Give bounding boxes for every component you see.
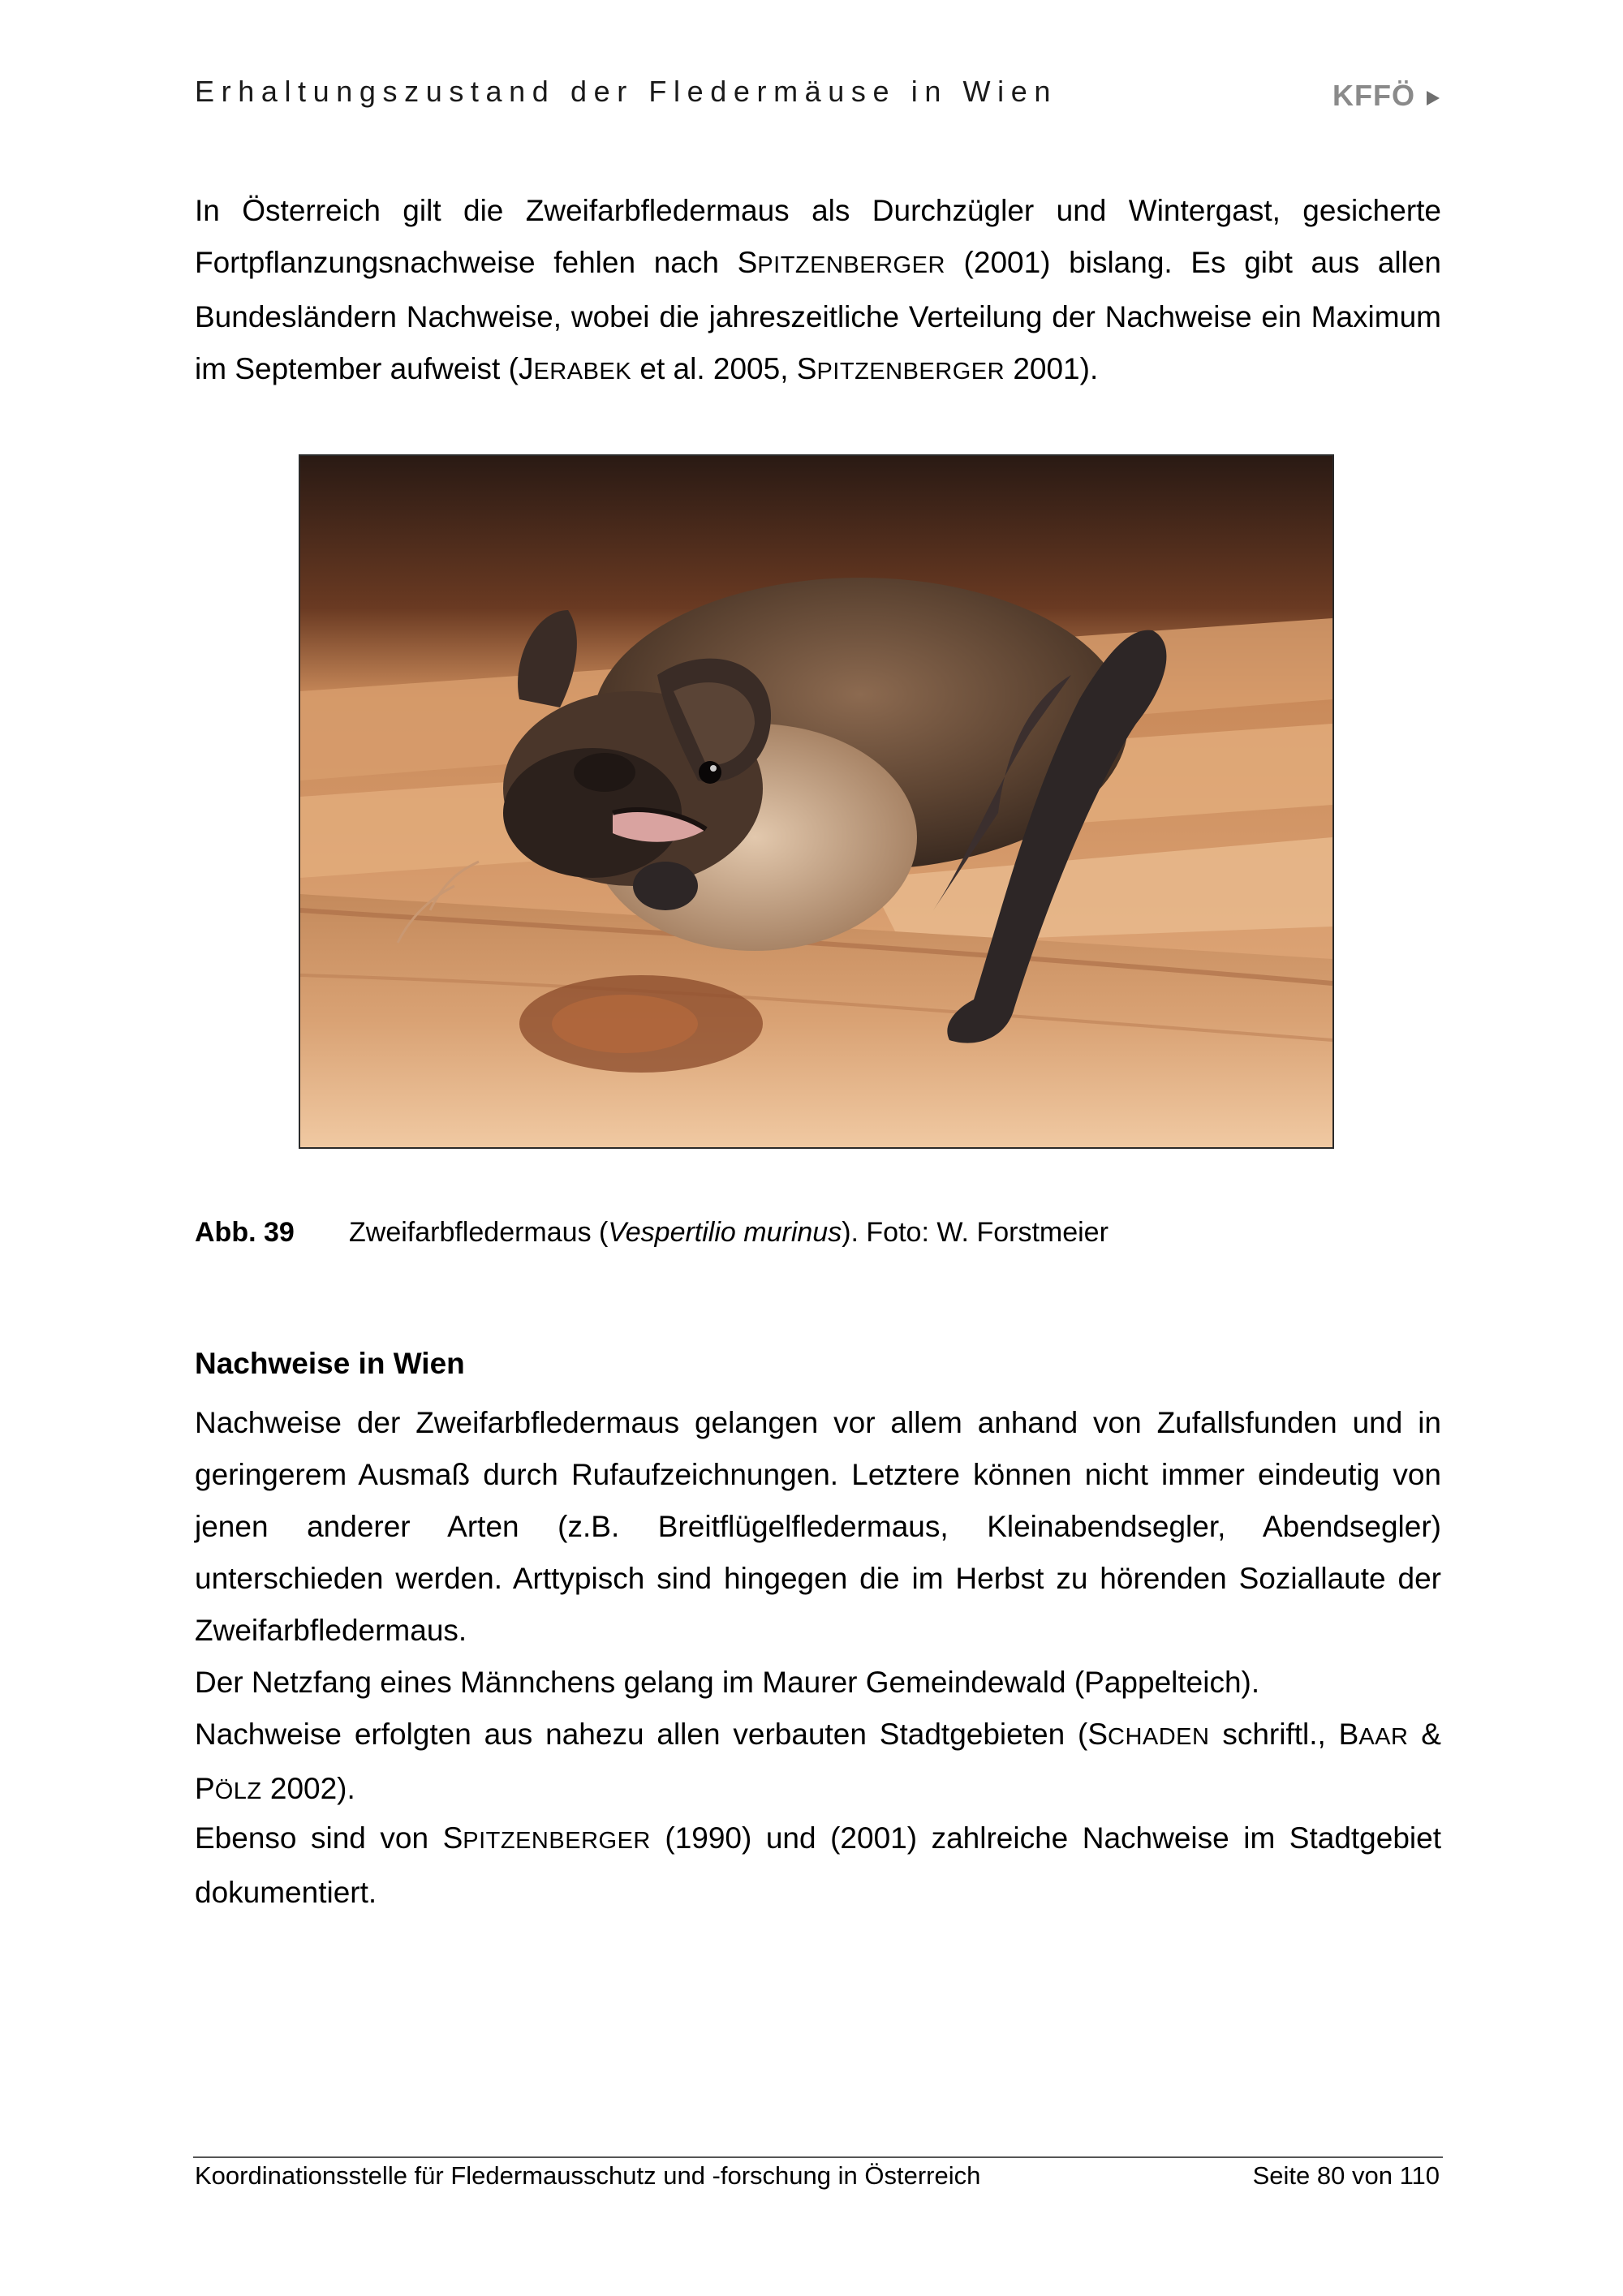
- footer-divider: [193, 2156, 1443, 2158]
- figure-caption: Abb. 39 Zweifarbfledermaus (Vespertilio murinus). Foto: W. Forstmeier: [195, 1217, 1109, 1248]
- section-paragraph-3: Nachweise erfolgten aus nahezu allen verbauten Stadtgebieten (SCHADEN schriftl., BAAR & PÖLZ 2002).: [195, 1718, 1441, 1805]
- svg-text:KFFÖ: KFFÖ: [1332, 79, 1415, 112]
- section-paragraph-2: Der Netzfang eines Männchens gelang im Maurer Gemeindewald (Pappelteich).: [195, 1666, 1260, 1699]
- bat-photo: [299, 454, 1334, 1149]
- section-paragraph-1: Nachweise der Zweifarbfledermaus gelangen vor allem anhand von Zufallsfunden und in geringerem Ausmaß durch Rufaufzeichnungen. Letztere können nicht immer eindeutig von jenen anderer Arten (z.B. Breitflügelfledermaus, Kleinabendsegler, Abendsegler) unterschieden werden. Arttypisch sind hingegen die im Herbst zu hörenden Soziallaute der Zweifarbfledermaus.: [195, 1406, 1441, 1647]
- running-header-title: Erhaltungszustand der Fledermäuse in Wien: [195, 75, 1057, 108]
- intro-paragraph: In Österreich gilt die Zweifarbfledermaus als Durchzügler und Wintergast, gesicherte Fortpflanzungsnachweise fehlen nach SPITZENBERGER (2001) bislang. Es gibt aus allen Bundesländern Nachweise, wobei die jahreszeitliche Verteilung der Nachweise ein Maximum im September aufweist (JERABEK et al. 2005, SPITZENBERGER 2001).: [195, 194, 1441, 385]
- footer-page-number: Seite 80 von 110: [1252, 2161, 1440, 2190]
- footer-organization: Koordinationsstelle für Fledermausschutz und -forschung in Österreich: [195, 2161, 981, 2190]
- kffo-logo: [1331, 76, 1441, 114]
- figure-number: Abb. 39: [195, 1217, 295, 1248]
- section-paragraph-4: Ebenso sind von SPITZENBERGER (1990) und (2001) zahlreiche Nachweise im Stadtgebiet dokumentiert.: [195, 1821, 1441, 1909]
- section-heading: Nachweise in Wien: [195, 1347, 465, 1380]
- bat-photo-illustration: [300, 456, 1332, 1147]
